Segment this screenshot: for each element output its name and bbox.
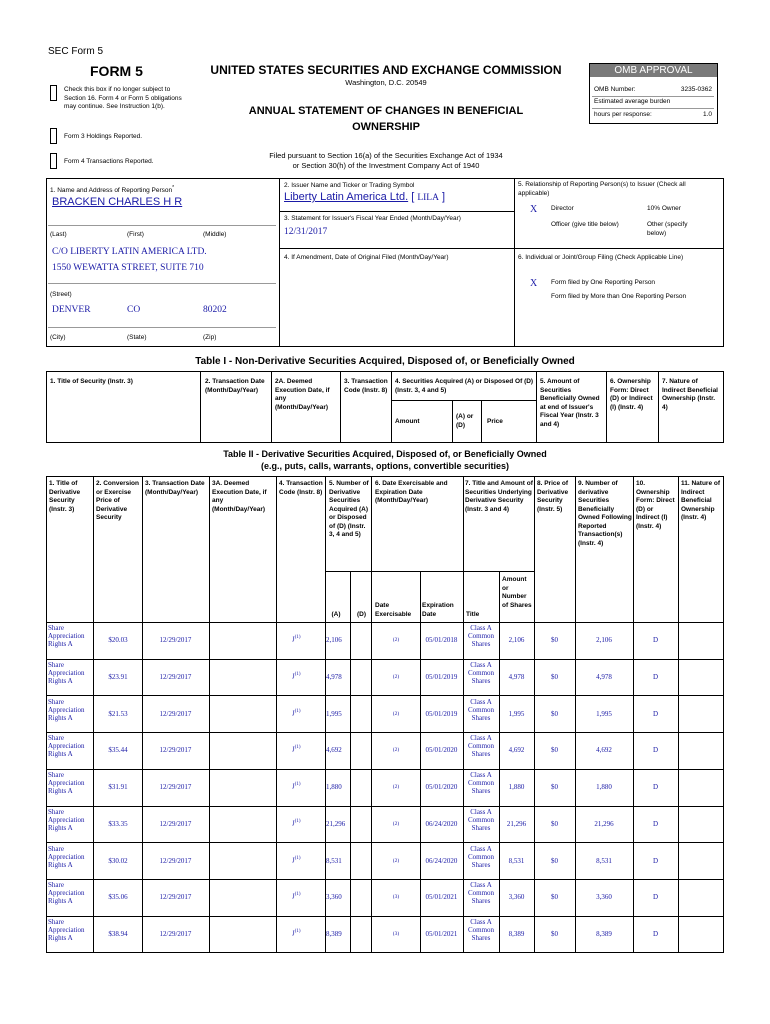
row-underlying-amount: 2,106 — [508, 636, 525, 645]
director-mark: X — [530, 204, 538, 215]
t2-col11: 11. Nature of Indirect Beneficial Ownership (Instr. 4) — [681, 480, 721, 521]
row-title: Share Appreciation Rights A — [48, 844, 85, 869]
row-title: Share Appreciation Rights A — [48, 661, 85, 686]
row-owned-following: 8,389 — [596, 929, 612, 938]
row-ownership-form: D — [652, 746, 659, 755]
other-label: Other (specify below) — [647, 221, 688, 237]
t2-col9: 9. Number of derivative Securities Beneficially Owned Following Reported Transaction(s) (Instr. 4) — [578, 480, 632, 547]
code-letter: J — [292, 929, 295, 938]
row-conversion-price: $23.91 — [108, 673, 128, 682]
row-expiration-date: 05/01/2020 — [425, 783, 458, 792]
t2-sub-title: Title — [466, 611, 480, 618]
filed-pursuant-1: Filed pursuant to Section 16(a) of the Securities Exchange Act of 1934 — [269, 151, 503, 160]
row-underlying-title: Class A Common Shares — [467, 771, 495, 796]
row-derivative-price: $0 — [551, 636, 558, 645]
row-owned-following: 3,360 — [596, 893, 612, 902]
row-owned-following: 1,880 — [596, 783, 612, 792]
more-persons-label: Form filed by More than One Reporting Person — [551, 293, 687, 300]
row-transaction-date: 12/29/2017 — [159, 819, 192, 828]
t2-col5: 5. Number of Derivative Securities Acquired (A) or Disposed of (D) (Instr. 3, 4 and 5) — [329, 480, 369, 538]
t2-col7: 7. Title and Amount of Securities Underlying Derivative Security (Instr. 3 and 4) — [465, 480, 533, 513]
row-transaction-code — [292, 928, 322, 937]
form-title: FORM 5 — [90, 63, 143, 79]
last-label: (Last) — [50, 231, 67, 238]
omb-title: OMB APPROVAL — [590, 64, 717, 77]
t2-sub-amount: Amount or Number of Shares — [502, 576, 532, 609]
row-underlying-amount: 8,531 — [508, 856, 525, 865]
row-conversion-price: $33.35 — [108, 819, 128, 828]
row-underlying-amount: 8,389 — [508, 929, 525, 938]
omb-number-label: OMB Number: — [594, 86, 636, 93]
box6-label: 6. Individual or Joint/Group Filing (Check Applicable Line) — [518, 254, 684, 261]
row-date-exercisable-fn: (2) — [392, 710, 400, 717]
row-expiration-date: 05/01/2018 — [425, 636, 458, 645]
omb-burden-label: Estimated average burden — [594, 98, 671, 105]
row-date-exercisable-fn: (2) — [392, 857, 400, 864]
sec-form-label: SEC Form 5 — [48, 46, 104, 57]
row-ownership-form: D — [652, 856, 659, 865]
row-underlying-amount: 1,880 — [508, 783, 525, 792]
director-label: Director — [551, 205, 574, 212]
t2-col6: 6. Date Exercisable and Expiration Date (Month/Day/Year) — [375, 480, 448, 504]
row-owned-following: 4,978 — [596, 673, 612, 682]
t2-sub-d: (D) — [356, 611, 367, 618]
t2-sub-exp: Expiration Date — [422, 602, 454, 618]
code-letter: J — [292, 745, 295, 754]
code-letter: J — [292, 855, 295, 864]
statement-title-1: ANNUAL STATEMENT OF CHANGES IN BENEFICIAL — [248, 105, 524, 117]
row-transaction-code — [292, 781, 322, 790]
row-derivative-price: $0 — [551, 929, 558, 938]
code-letter: J — [292, 709, 295, 718]
row-acquired-a: 1,880 — [326, 783, 342, 792]
row-underlying-title: Class A Common Shares — [467, 734, 495, 759]
code-footnote[interactable]: (1) — [294, 928, 301, 934]
row-conversion-price: $35.06 — [108, 893, 128, 902]
omb-hours-value: 1.0 — [702, 111, 712, 118]
row-underlying-title: Class A Common Shares — [467, 624, 495, 649]
row-underlying-amount: 3,360 — [508, 893, 525, 902]
row-underlying-title: Class A Common Shares — [467, 807, 495, 832]
issuer-name-link[interactable]: Liberty Latin America Ltd. — [284, 191, 409, 203]
issuer-line — [284, 191, 445, 203]
row-underlying-amount: 21,296 — [506, 819, 527, 828]
row-acquired-a: 2,106 — [326, 636, 342, 645]
row-ownership-form: D — [652, 929, 659, 938]
code-footnote[interactable]: (1) — [294, 745, 301, 751]
row-owned-following: 1,995 — [596, 709, 612, 718]
ticker-open: [ — [411, 191, 418, 203]
code-footnote[interactable]: (1) — [294, 635, 301, 641]
row-conversion-price: $31.91 — [108, 783, 128, 792]
row-title: Share Appreciation Rights A — [48, 697, 85, 722]
form4-checkbox[interactable] — [50, 153, 57, 169]
row-underlying-title: Class A Common Shares — [467, 844, 495, 869]
row-owned-following: 4,692 — [596, 746, 612, 755]
row-ownership-form: D — [652, 709, 659, 718]
row-date-exercisable-fn: (2) — [392, 784, 400, 791]
row-ownership-form: D — [652, 893, 659, 902]
one-person-mark: X — [530, 278, 538, 289]
t1-col7: 7. Nature of Indirect Beneficial Ownership (Instr. 4) — [662, 378, 718, 411]
row-transaction-date: 12/29/2017 — [159, 709, 192, 718]
t2-sub-a: (A) — [331, 611, 341, 618]
row-expiration-date: 05/01/2021 — [425, 893, 458, 902]
t1-col5: 5. Amount of Securities Beneficially Owned at end of Issuer's Fiscal Year (Instr. 3 and 4) — [540, 378, 600, 428]
state-label: (State) — [127, 334, 147, 341]
row-derivative-price: $0 — [551, 893, 558, 902]
row-conversion-price: $30.02 — [108, 856, 128, 865]
box4-label: 4. If Amendment, Date of Original Filed (Month/Day/Year) — [284, 254, 449, 261]
row-ownership-form: D — [652, 819, 659, 828]
box3-label: 3. Statement for Issuer's Fiscal Year Ended (Month/Day/Year) — [284, 215, 461, 222]
row-owned-following: 2,106 — [596, 636, 612, 645]
omb-number-value: 3235-0362 — [680, 86, 712, 93]
t2-sub-date-ex: Date Exercisable — [375, 602, 412, 618]
t1-col3: 3. Transaction Code (Instr. 8) — [344, 378, 388, 394]
row-transaction-code — [292, 744, 322, 753]
row-derivative-price: $0 — [551, 746, 558, 755]
table1-title: Table I - Non-Derivative Securities Acquired, Disposed of, or Beneficially Owned — [195, 356, 575, 367]
form3-text: Form 3 Holdings Reported. — [64, 133, 143, 140]
box1-label: 1. Name and Address of Reporting Person* — [50, 185, 175, 195]
ticker-close: ] — [438, 191, 446, 203]
t2-col2: 2. Conversion or Exercise Price of Derivative Security — [96, 480, 139, 521]
code-letter: J — [292, 672, 295, 681]
t1-col4: 4. Securities Acquired (A) or Disposed Of (D) (Instr. 3, 4 and 5) — [395, 378, 534, 394]
row-underlying-title: Class A Common Shares — [467, 697, 495, 722]
row-owned-following: 21,296 — [594, 819, 614, 828]
row-transaction-date: 12/29/2017 — [159, 746, 192, 755]
t1-col2: 2. Transaction Date (Month/Day/Year) — [205, 378, 265, 394]
row-title: Share Appreciation Rights A — [48, 624, 85, 649]
table2-title-1: Table II - Derivative Securities Acquired, Disposed of, or Beneficially Owned — [223, 449, 547, 459]
zip-value: 80202 — [203, 305, 227, 315]
statement-title-2: OWNERSHIP — [352, 121, 420, 133]
middle-label: (Middle) — [203, 231, 227, 238]
t2-col8: 8. Price of Derivative Security (Instr. 5) — [537, 480, 569, 513]
row-expiration-date: 05/01/2019 — [425, 709, 458, 718]
row-transaction-code — [292, 634, 322, 643]
row-date-exercisable-fn: (3) — [392, 894, 400, 901]
row-acquired-a: 21,296 — [326, 819, 346, 828]
row-transaction-date: 12/29/2017 — [159, 636, 192, 645]
agency-title: UNITED STATES SECURITIES AND EXCHANGE COMMISSION — [210, 63, 562, 77]
row-conversion-price: $35.44 — [108, 746, 128, 755]
t1-col1: 1. Title of Security (Instr. 3) — [50, 378, 133, 385]
row-underlying-amount: 4,978 — [508, 673, 525, 682]
agency-city: Washington, D.C. 20549 — [345, 78, 427, 87]
row-ownership-form: D — [652, 783, 659, 792]
row-derivative-price: $0 — [551, 709, 558, 718]
row-expiration-date: 05/01/2019 — [425, 673, 458, 682]
filed-pursuant-2: or Section 30(h) of the Investment Company Act of 1940 — [292, 161, 480, 170]
row-conversion-price: $38.94 — [108, 929, 128, 938]
row-underlying-title: Class A Common Shares — [467, 917, 495, 942]
code-letter: J — [292, 892, 295, 901]
row-date-exercisable-fn: (3) — [392, 930, 400, 937]
t1-col4-price: Price — [487, 418, 503, 425]
row-title: Share Appreciation Rights A — [48, 771, 85, 796]
t2-col3: 3. Transaction Date (Month/Day/Year) — [145, 480, 205, 496]
row-date-exercisable-fn: (2) — [392, 820, 400, 827]
row-acquired-a: 1,995 — [326, 709, 342, 718]
t1-col6: 6. Ownership Form: Direct (D) or Indirect (I) (Instr. 4) — [610, 378, 653, 411]
row-underlying-amount: 4,692 — [508, 746, 525, 755]
row-owned-following: 8,531 — [596, 856, 612, 865]
city-label: (City) — [50, 334, 66, 341]
row-derivative-price: $0 — [551, 783, 558, 792]
code-letter: J — [292, 819, 295, 828]
row-transaction-code — [292, 671, 322, 680]
row-conversion-price: $21.53 — [108, 709, 128, 718]
row-acquired-a: 3,360 — [326, 893, 342, 902]
row-transaction-code — [292, 708, 322, 717]
row-date-exercisable-fn: (2) — [392, 747, 400, 754]
row-expiration-date: 05/01/2020 — [425, 746, 458, 755]
row-transaction-date: 12/29/2017 — [159, 856, 192, 865]
code-footnote[interactable]: (1) — [294, 855, 301, 861]
row-transaction-date: 12/29/2017 — [159, 893, 192, 902]
row-transaction-code — [292, 855, 322, 864]
row-title: Share Appreciation Rights A — [48, 917, 85, 942]
form4-text: Form 4 Transactions Reported. — [64, 158, 154, 165]
t1-col4-amount: Amount — [395, 418, 420, 425]
table2-title-2: (e.g., puts, calls, warrants, options, convertible securities) — [260, 461, 510, 471]
row-transaction-date: 12/29/2017 — [159, 929, 192, 938]
t2-col4: 4. Transaction Code (Instr. 8) — [279, 480, 323, 496]
row-ownership-form: D — [652, 636, 659, 645]
reporting-person-link[interactable]: BRACKEN CHARLES H R — [52, 196, 183, 208]
t2-col3a: 3A. Deemed Execution Date, if any (Month/Day/Year) — [212, 480, 267, 513]
code-footnote[interactable]: (1) — [294, 818, 301, 824]
zip-label: (Zip) — [203, 334, 217, 341]
box2-label: 2. Issuer Name and Ticker or Trading Symbol — [284, 182, 415, 189]
row-expiration-date: 05/01/2021 — [425, 929, 458, 938]
code-footnote[interactable]: (1) — [294, 782, 301, 788]
code-footnote[interactable]: (1) — [294, 892, 301, 898]
t2-col1: 1. Title of Derivative Security (Instr. 3) — [49, 480, 81, 513]
row-transaction-date: 12/29/2017 — [159, 783, 192, 792]
row-derivative-price: $0 — [551, 673, 558, 682]
state-value: CO — [127, 305, 141, 315]
row-underlying-title: Class A Common Shares — [467, 661, 495, 686]
code-letter: J — [292, 782, 295, 791]
row-derivative-price: $0 — [551, 819, 558, 828]
issuer-ticker: LILA — [417, 193, 439, 203]
t2-col10: 10. Ownership Form: Direct (D) or Indirect (I) (Instr. 4) — [636, 480, 675, 530]
ten-percent-label: 10% Owner — [647, 205, 681, 212]
no-longer-subject-checkbox[interactable] — [50, 85, 57, 101]
row-ownership-form: D — [652, 673, 659, 682]
officer-label: Officer (give title below) — [551, 221, 619, 228]
code-letter: J — [292, 635, 295, 644]
omb-hours-label: hours per response: — [594, 111, 652, 118]
street-label: (Street) — [50, 291, 72, 298]
code-footnote[interactable]: (1) — [294, 672, 301, 678]
row-expiration-date: 06/24/2020 — [425, 819, 458, 828]
address-line-2: 1550 WEWATTA STREET, SUITE 710 — [52, 263, 204, 273]
address-line-1: C/O LIBERTY LATIN AMERICA LTD. — [52, 247, 207, 257]
row-date-exercisable-fn: (2) — [392, 674, 400, 681]
row-expiration-date: 06/24/2020 — [425, 856, 458, 865]
row-acquired-a: 8,531 — [326, 856, 342, 865]
row-underlying-title: Class A Common Shares — [467, 881, 495, 906]
first-label: (First) — [127, 231, 144, 238]
omb-approval-box — [589, 63, 718, 124]
city-value: DENVER — [52, 305, 91, 315]
row-transaction-code — [292, 891, 322, 900]
t1-col4-ad: (A) or (D) — [456, 413, 474, 429]
form3-checkbox[interactable] — [50, 128, 57, 144]
row-transaction-code — [292, 818, 322, 827]
row-transaction-date: 12/29/2017 — [159, 673, 192, 682]
row-date-exercisable-fn: (2) — [392, 637, 400, 644]
row-conversion-price: $20.03 — [108, 636, 128, 645]
t1-col2a: 2A. Deemed Execution Date, if any (Month/Day/Year) — [275, 378, 330, 411]
row-acquired-a: 4,692 — [326, 746, 342, 755]
row-acquired-a: 8,389 — [326, 929, 342, 938]
row-underlying-amount: 1,995 — [508, 709, 525, 718]
row-title: Share Appreciation Rights A — [48, 807, 85, 832]
fiscal-year-end: 12/31/2017 — [284, 227, 328, 237]
row-title: Share Appreciation Rights A — [48, 881, 85, 906]
row-derivative-price: $0 — [551, 856, 558, 865]
row-acquired-a: 4,978 — [326, 673, 342, 682]
one-person-label: Form filed by One Reporting Person — [551, 279, 656, 286]
row-title: Share Appreciation Rights A — [48, 734, 85, 759]
no-longer-subject-text: Check this box if no longer subject to Section 16. Form 4 or Form 5 obligations may continue. See Instruction 1(b). — [64, 86, 182, 110]
box5-label: 5. Relationship of Reporting Person(s) to Issuer (Check all applicable) — [518, 181, 686, 197]
code-footnote[interactable]: (1) — [294, 708, 301, 714]
